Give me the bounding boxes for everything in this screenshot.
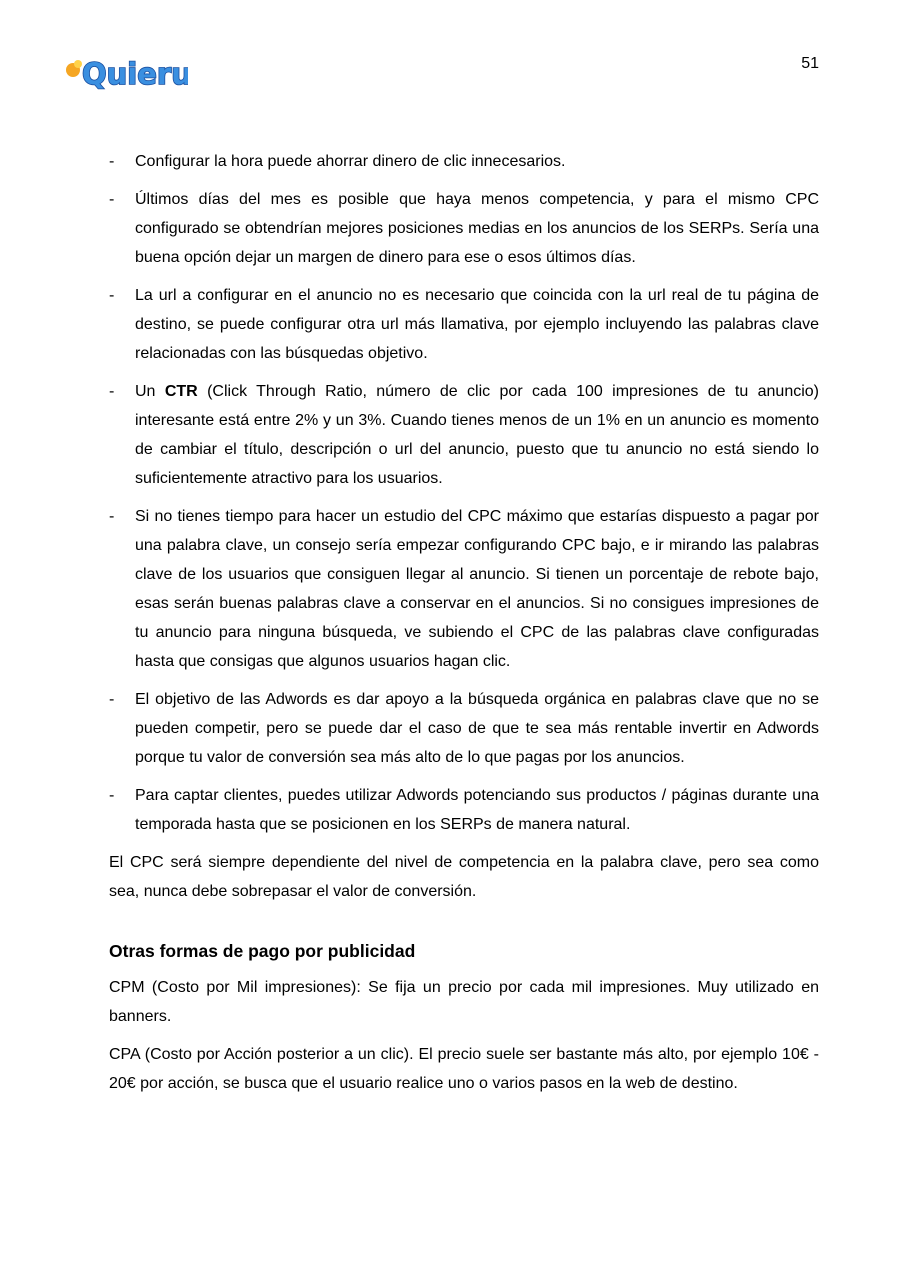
tips-list xyxy=(109,147,819,839)
list-item xyxy=(109,281,819,368)
cpm-paragraph: CPM (Costo por Mil impresiones): Se fija un precio por cada mil impresiones. Muy utilizado en banners. xyxy=(109,979,819,1025)
ctr-term: CTR xyxy=(164,383,198,400)
list-item xyxy=(109,377,819,493)
list-item-text: El objetivo de las Adwords es dar apoyo a la búsqueda orgánica en palabras clave que no se pueden competir, pero se puede dar el caso de que te sea más rentable invertir en Adwords porque tu valor de conversión sea más alto de lo que pagas por los anuncios. xyxy=(135,691,819,766)
list-item-text xyxy=(135,377,819,493)
list-item-text: Últimos días del mes es posible que haya menos competencia, y para el mismo CPC configurado se obtendrían mejores posiciones medias en los anuncios de los SERPs. Sería una buena opción dejar un margen de dinero para ese o esos últimos días. xyxy=(135,191,819,266)
page-number: 51 xyxy=(801,55,819,72)
list-item xyxy=(109,781,819,839)
bullet-dash: - xyxy=(109,787,115,804)
bullet-dash: - xyxy=(109,508,115,525)
ctr-description: (Click Through Ratio, número de clic por cada 100 impresiones de tu anuncio) interesante está entre 2% y un 3%. Cuando tienes menos de un 1% en un anuncio es momento de cambiar el título, descripción o url del anuncio, puesto que tu anuncio no está siendo lo suficientemente atractivo para los usuarios. xyxy=(135,383,820,487)
quieru-logo xyxy=(64,50,188,96)
list-item xyxy=(109,147,819,176)
document-body xyxy=(109,147,819,1107)
section-heading: Otras formas de pago por publicidad xyxy=(109,941,416,961)
list-item-text: La url a configurar en el anuncio no es necesario que coincida con la url real de tu página de destino, se puede configurar otra url más llamativa, por ejemplo incluyendo las palabras clave relacionadas con las búsquedas objetivo. xyxy=(135,287,819,362)
list-item xyxy=(109,685,819,772)
logo-graphic xyxy=(64,50,188,96)
closing-paragraph: El CPC será siempre dependiente del nivel de competencia en la palabra clave, pero sea como sea, nunca debe sobrepasar el valor de conversión. xyxy=(109,854,819,900)
bullet-dash: - xyxy=(109,691,115,708)
bullet-dash: - xyxy=(109,191,115,208)
bullet-dash: - xyxy=(109,287,115,304)
bullet-dash: - xyxy=(109,383,115,400)
ctr-prefix: Un xyxy=(135,383,165,400)
list-item-text: Si no tienes tiempo para hacer un estudio del CPC máximo que estarías dispuesto a pagar por una palabra clave, un consejo sería empezar configurando CPC bajo, e ir mirando las palabras clave de los usuarios que consiguen llegar al anuncio. Si tienen un porcentaje de rebote bajo, esas serán buenas palabras clave a conservar en el anuncios. Si no consigues impresiones de tu anuncio para ninguna búsqueda, ve subiendo el CPC de las palabras clave configuradas hasta que consigas que algunos usuarios hagan clic. xyxy=(135,508,819,670)
bullet-dash: - xyxy=(109,153,115,170)
list-item xyxy=(109,502,819,676)
list-item-text: Configurar la hora puede ahorrar dinero de clic innecesarios. xyxy=(135,153,566,170)
cpa-paragraph: CPA (Costo por Acción posterior a un clic). El precio suele ser bastante más alto, por ejemplo 10€ - 20€ por acción, se busca que el usuario realice uno o varios pasos en la web de destino. xyxy=(109,1046,819,1092)
list-item-text: Para captar clientes, puedes utilizar Adwords potenciando sus productos / páginas durante una temporada hasta que se posicionen en los SERPs de manera natural. xyxy=(135,787,819,833)
logo-wordmark: Quieru xyxy=(82,57,188,91)
list-item xyxy=(109,185,819,272)
